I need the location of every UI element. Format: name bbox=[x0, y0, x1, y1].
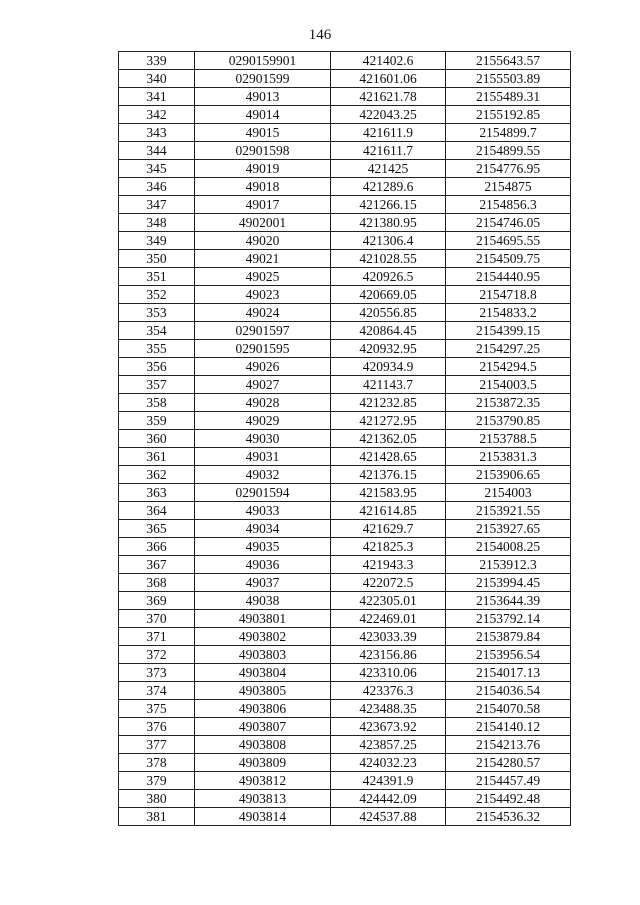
y-coordinate-cell: 2154899.7 bbox=[446, 124, 571, 142]
point-id-cell: 4903804 bbox=[195, 664, 331, 682]
x-coordinate-cell: 421611.7 bbox=[331, 142, 446, 160]
row-number-cell: 377 bbox=[119, 736, 195, 754]
row-number-cell: 378 bbox=[119, 754, 195, 772]
table-row bbox=[119, 358, 571, 376]
point-id-cell: 49031 bbox=[195, 448, 331, 466]
x-coordinate-cell: 421629.7 bbox=[331, 520, 446, 538]
y-coordinate-cell: 2153921.55 bbox=[446, 502, 571, 520]
point-id-cell: 49027 bbox=[195, 376, 331, 394]
point-id-cell: 49033 bbox=[195, 502, 331, 520]
table-row bbox=[119, 502, 571, 520]
y-coordinate-cell: 2154297.25 bbox=[446, 340, 571, 358]
point-id-cell: 49021 bbox=[195, 250, 331, 268]
row-number-cell: 341 bbox=[119, 88, 195, 106]
row-number-cell: 351 bbox=[119, 268, 195, 286]
x-coordinate-cell: 421362.05 bbox=[331, 430, 446, 448]
y-coordinate-cell: 2154399.15 bbox=[446, 322, 571, 340]
point-id-cell: 49035 bbox=[195, 538, 331, 556]
row-number-cell: 373 bbox=[119, 664, 195, 682]
point-id-cell: 4902001 bbox=[195, 214, 331, 232]
point-id-cell: 49028 bbox=[195, 394, 331, 412]
y-coordinate-cell: 2154213.76 bbox=[446, 736, 571, 754]
table-row bbox=[119, 124, 571, 142]
table-row bbox=[119, 160, 571, 178]
row-number-cell: 374 bbox=[119, 682, 195, 700]
table-row bbox=[119, 466, 571, 484]
x-coordinate-cell: 421601.06 bbox=[331, 70, 446, 88]
table-row bbox=[119, 430, 571, 448]
table-row bbox=[119, 808, 571, 826]
x-coordinate-cell: 424442.09 bbox=[331, 790, 446, 808]
table-row bbox=[119, 268, 571, 286]
row-number-cell: 370 bbox=[119, 610, 195, 628]
table-row bbox=[119, 610, 571, 628]
row-number-cell: 352 bbox=[119, 286, 195, 304]
point-id-cell: 4903803 bbox=[195, 646, 331, 664]
point-id-cell: 4903809 bbox=[195, 754, 331, 772]
x-coordinate-cell: 421266.15 bbox=[331, 196, 446, 214]
point-id-cell: 49019 bbox=[195, 160, 331, 178]
y-coordinate-cell: 2154899.55 bbox=[446, 142, 571, 160]
coordinates-table bbox=[118, 51, 571, 826]
row-number-cell: 347 bbox=[119, 196, 195, 214]
point-id-cell: 4903801 bbox=[195, 610, 331, 628]
y-coordinate-cell: 2154280.57 bbox=[446, 754, 571, 772]
page-number: 146 bbox=[308, 27, 332, 43]
table-row bbox=[119, 718, 571, 736]
x-coordinate-cell: 424537.88 bbox=[331, 808, 446, 826]
row-number-cell: 342 bbox=[119, 106, 195, 124]
y-coordinate-cell: 2153872.35 bbox=[446, 394, 571, 412]
x-coordinate-cell: 423156.86 bbox=[331, 646, 446, 664]
y-coordinate-cell: 2153879.84 bbox=[446, 628, 571, 646]
row-number-cell: 349 bbox=[119, 232, 195, 250]
table-row bbox=[119, 394, 571, 412]
row-number-cell: 354 bbox=[119, 322, 195, 340]
table-row bbox=[119, 250, 571, 268]
row-number-cell: 346 bbox=[119, 178, 195, 196]
table-row bbox=[119, 322, 571, 340]
table-row bbox=[119, 484, 571, 502]
y-coordinate-cell: 2154776.95 bbox=[446, 160, 571, 178]
table-row bbox=[119, 664, 571, 682]
table-row bbox=[119, 790, 571, 808]
x-coordinate-cell: 420669.05 bbox=[331, 286, 446, 304]
x-coordinate-cell: 421614.85 bbox=[331, 502, 446, 520]
table-row bbox=[119, 520, 571, 538]
y-coordinate-cell: 2154746.05 bbox=[446, 214, 571, 232]
table-row bbox=[119, 70, 571, 88]
x-coordinate-cell: 423857.25 bbox=[331, 736, 446, 754]
x-coordinate-cell: 420932.95 bbox=[331, 340, 446, 358]
point-id-cell: 49038 bbox=[195, 592, 331, 610]
y-coordinate-cell: 2154536.32 bbox=[446, 808, 571, 826]
x-coordinate-cell: 421376.15 bbox=[331, 466, 446, 484]
x-coordinate-cell: 421825.3 bbox=[331, 538, 446, 556]
table-row bbox=[119, 106, 571, 124]
row-number-cell: 375 bbox=[119, 700, 195, 718]
y-coordinate-cell: 2154070.58 bbox=[446, 700, 571, 718]
table-row bbox=[119, 286, 571, 304]
row-number-cell: 379 bbox=[119, 772, 195, 790]
point-id-cell: 49032 bbox=[195, 466, 331, 484]
table-row bbox=[119, 700, 571, 718]
table-row bbox=[119, 376, 571, 394]
x-coordinate-cell: 421289.6 bbox=[331, 178, 446, 196]
table-row bbox=[119, 736, 571, 754]
point-id-cell: 4903814 bbox=[195, 808, 331, 826]
x-coordinate-cell: 424391.9 bbox=[331, 772, 446, 790]
table-row bbox=[119, 214, 571, 232]
row-number-cell: 348 bbox=[119, 214, 195, 232]
x-coordinate-cell: 421621.78 bbox=[331, 88, 446, 106]
row-number-cell: 361 bbox=[119, 448, 195, 466]
x-coordinate-cell: 421425 bbox=[331, 160, 446, 178]
row-number-cell: 358 bbox=[119, 394, 195, 412]
table-row bbox=[119, 646, 571, 664]
table-body bbox=[119, 52, 571, 826]
row-number-cell: 372 bbox=[119, 646, 195, 664]
y-coordinate-cell: 2153912.3 bbox=[446, 556, 571, 574]
y-coordinate-cell: 2154856.3 bbox=[446, 196, 571, 214]
row-number-cell: 345 bbox=[119, 160, 195, 178]
table-row bbox=[119, 196, 571, 214]
point-id-cell: 02901597 bbox=[195, 322, 331, 340]
x-coordinate-cell: 423488.35 bbox=[331, 700, 446, 718]
row-number-cell: 369 bbox=[119, 592, 195, 610]
x-coordinate-cell: 421402.6 bbox=[331, 52, 446, 70]
y-coordinate-cell: 2153644.39 bbox=[446, 592, 571, 610]
point-id-cell: 02901594 bbox=[195, 484, 331, 502]
y-coordinate-cell: 2154509.75 bbox=[446, 250, 571, 268]
point-id-cell: 4903807 bbox=[195, 718, 331, 736]
point-id-cell: 49020 bbox=[195, 232, 331, 250]
x-coordinate-cell: 421583.95 bbox=[331, 484, 446, 502]
point-id-cell: 49026 bbox=[195, 358, 331, 376]
point-id-cell: 4903812 bbox=[195, 772, 331, 790]
x-coordinate-cell: 421380.95 bbox=[331, 214, 446, 232]
row-number-cell: 368 bbox=[119, 574, 195, 592]
point-id-cell: 0290159901 bbox=[195, 52, 331, 70]
point-id-cell: 49015 bbox=[195, 124, 331, 142]
y-coordinate-cell: 2154294.5 bbox=[446, 358, 571, 376]
y-coordinate-cell: 2154457.49 bbox=[446, 772, 571, 790]
row-number-cell: 367 bbox=[119, 556, 195, 574]
table-row bbox=[119, 574, 571, 592]
point-id-cell: 49017 bbox=[195, 196, 331, 214]
table-row bbox=[119, 340, 571, 358]
x-coordinate-cell: 423310.06 bbox=[331, 664, 446, 682]
y-coordinate-cell: 2154440.95 bbox=[446, 268, 571, 286]
x-coordinate-cell: 424032.23 bbox=[331, 754, 446, 772]
table-row bbox=[119, 682, 571, 700]
y-coordinate-cell: 2154017.13 bbox=[446, 664, 571, 682]
y-coordinate-cell: 2153831.3 bbox=[446, 448, 571, 466]
y-coordinate-cell: 2153788.5 bbox=[446, 430, 571, 448]
y-coordinate-cell: 2154003.5 bbox=[446, 376, 571, 394]
x-coordinate-cell: 422043.25 bbox=[331, 106, 446, 124]
y-coordinate-cell: 2153927.65 bbox=[446, 520, 571, 538]
table-row bbox=[119, 538, 571, 556]
table-row bbox=[119, 592, 571, 610]
x-coordinate-cell: 423673.92 bbox=[331, 718, 446, 736]
table-row bbox=[119, 232, 571, 250]
point-id-cell: 49024 bbox=[195, 304, 331, 322]
row-number-cell: 356 bbox=[119, 358, 195, 376]
table-row bbox=[119, 556, 571, 574]
point-id-cell: 4903802 bbox=[195, 628, 331, 646]
x-coordinate-cell: 420926.5 bbox=[331, 268, 446, 286]
point-id-cell: 49018 bbox=[195, 178, 331, 196]
point-id-cell: 49029 bbox=[195, 412, 331, 430]
point-id-cell: 4903813 bbox=[195, 790, 331, 808]
x-coordinate-cell: 422072.5 bbox=[331, 574, 446, 592]
y-coordinate-cell: 2154875 bbox=[446, 178, 571, 196]
row-number-cell: 364 bbox=[119, 502, 195, 520]
x-coordinate-cell: 420934.9 bbox=[331, 358, 446, 376]
x-coordinate-cell: 421428.65 bbox=[331, 448, 446, 466]
table-row bbox=[119, 304, 571, 322]
y-coordinate-cell: 2153994.45 bbox=[446, 574, 571, 592]
y-coordinate-cell: 2153906.65 bbox=[446, 466, 571, 484]
row-number-cell: 357 bbox=[119, 376, 195, 394]
y-coordinate-cell: 2154003 bbox=[446, 484, 571, 502]
row-number-cell: 353 bbox=[119, 304, 195, 322]
point-id-cell: 4903806 bbox=[195, 700, 331, 718]
point-id-cell: 02901598 bbox=[195, 142, 331, 160]
row-number-cell: 381 bbox=[119, 808, 195, 826]
x-coordinate-cell: 420556.85 bbox=[331, 304, 446, 322]
x-coordinate-cell: 421232.85 bbox=[331, 394, 446, 412]
row-number-cell: 355 bbox=[119, 340, 195, 358]
y-coordinate-cell: 2154008.25 bbox=[446, 538, 571, 556]
point-id-cell: 4903805 bbox=[195, 682, 331, 700]
row-number-cell: 376 bbox=[119, 718, 195, 736]
y-coordinate-cell: 2154833.2 bbox=[446, 304, 571, 322]
y-coordinate-cell: 2155192.85 bbox=[446, 106, 571, 124]
row-number-cell: 340 bbox=[119, 70, 195, 88]
x-coordinate-cell: 421611.9 bbox=[331, 124, 446, 142]
row-number-cell: 343 bbox=[119, 124, 195, 142]
x-coordinate-cell: 423033.39 bbox=[331, 628, 446, 646]
y-coordinate-cell: 2155503.89 bbox=[446, 70, 571, 88]
row-number-cell: 362 bbox=[119, 466, 195, 484]
table-row bbox=[119, 448, 571, 466]
point-id-cell: 49013 bbox=[195, 88, 331, 106]
table-row bbox=[119, 178, 571, 196]
x-coordinate-cell: 421028.55 bbox=[331, 250, 446, 268]
point-id-cell: 49036 bbox=[195, 556, 331, 574]
point-id-cell: 49034 bbox=[195, 520, 331, 538]
y-coordinate-cell: 2154140.12 bbox=[446, 718, 571, 736]
point-id-cell: 49014 bbox=[195, 106, 331, 124]
y-coordinate-cell: 2153956.54 bbox=[446, 646, 571, 664]
row-number-cell: 350 bbox=[119, 250, 195, 268]
table-row bbox=[119, 754, 571, 772]
row-number-cell: 344 bbox=[119, 142, 195, 160]
x-coordinate-cell: 420864.45 bbox=[331, 322, 446, 340]
point-id-cell: 4903808 bbox=[195, 736, 331, 754]
point-id-cell: 49030 bbox=[195, 430, 331, 448]
table-row bbox=[119, 772, 571, 790]
y-coordinate-cell: 2154695.55 bbox=[446, 232, 571, 250]
x-coordinate-cell: 422305.01 bbox=[331, 592, 446, 610]
row-number-cell: 359 bbox=[119, 412, 195, 430]
point-id-cell: 49023 bbox=[195, 286, 331, 304]
y-coordinate-cell: 2155643.57 bbox=[446, 52, 571, 70]
point-id-cell: 02901595 bbox=[195, 340, 331, 358]
row-number-cell: 366 bbox=[119, 538, 195, 556]
table-row bbox=[119, 52, 571, 70]
point-id-cell: 02901599 bbox=[195, 70, 331, 88]
x-coordinate-cell: 421943.3 bbox=[331, 556, 446, 574]
table-row bbox=[119, 412, 571, 430]
table-row bbox=[119, 142, 571, 160]
y-coordinate-cell: 2153792.14 bbox=[446, 610, 571, 628]
row-number-cell: 365 bbox=[119, 520, 195, 538]
row-number-cell: 371 bbox=[119, 628, 195, 646]
row-number-cell: 363 bbox=[119, 484, 195, 502]
row-number-cell: 360 bbox=[119, 430, 195, 448]
table-row bbox=[119, 628, 571, 646]
row-number-cell: 380 bbox=[119, 790, 195, 808]
y-coordinate-cell: 2153790.85 bbox=[446, 412, 571, 430]
y-coordinate-cell: 2154718.8 bbox=[446, 286, 571, 304]
x-coordinate-cell: 423376.3 bbox=[331, 682, 446, 700]
x-coordinate-cell: 422469.01 bbox=[331, 610, 446, 628]
x-coordinate-cell: 421272.95 bbox=[331, 412, 446, 430]
y-coordinate-cell: 2154492.48 bbox=[446, 790, 571, 808]
table-row bbox=[119, 88, 571, 106]
y-coordinate-cell: 2154036.54 bbox=[446, 682, 571, 700]
point-id-cell: 49025 bbox=[195, 268, 331, 286]
point-id-cell: 49037 bbox=[195, 574, 331, 592]
y-coordinate-cell: 2155489.31 bbox=[446, 88, 571, 106]
x-coordinate-cell: 421306.4 bbox=[331, 232, 446, 250]
row-number-cell: 339 bbox=[119, 52, 195, 70]
x-coordinate-cell: 421143.7 bbox=[331, 376, 446, 394]
